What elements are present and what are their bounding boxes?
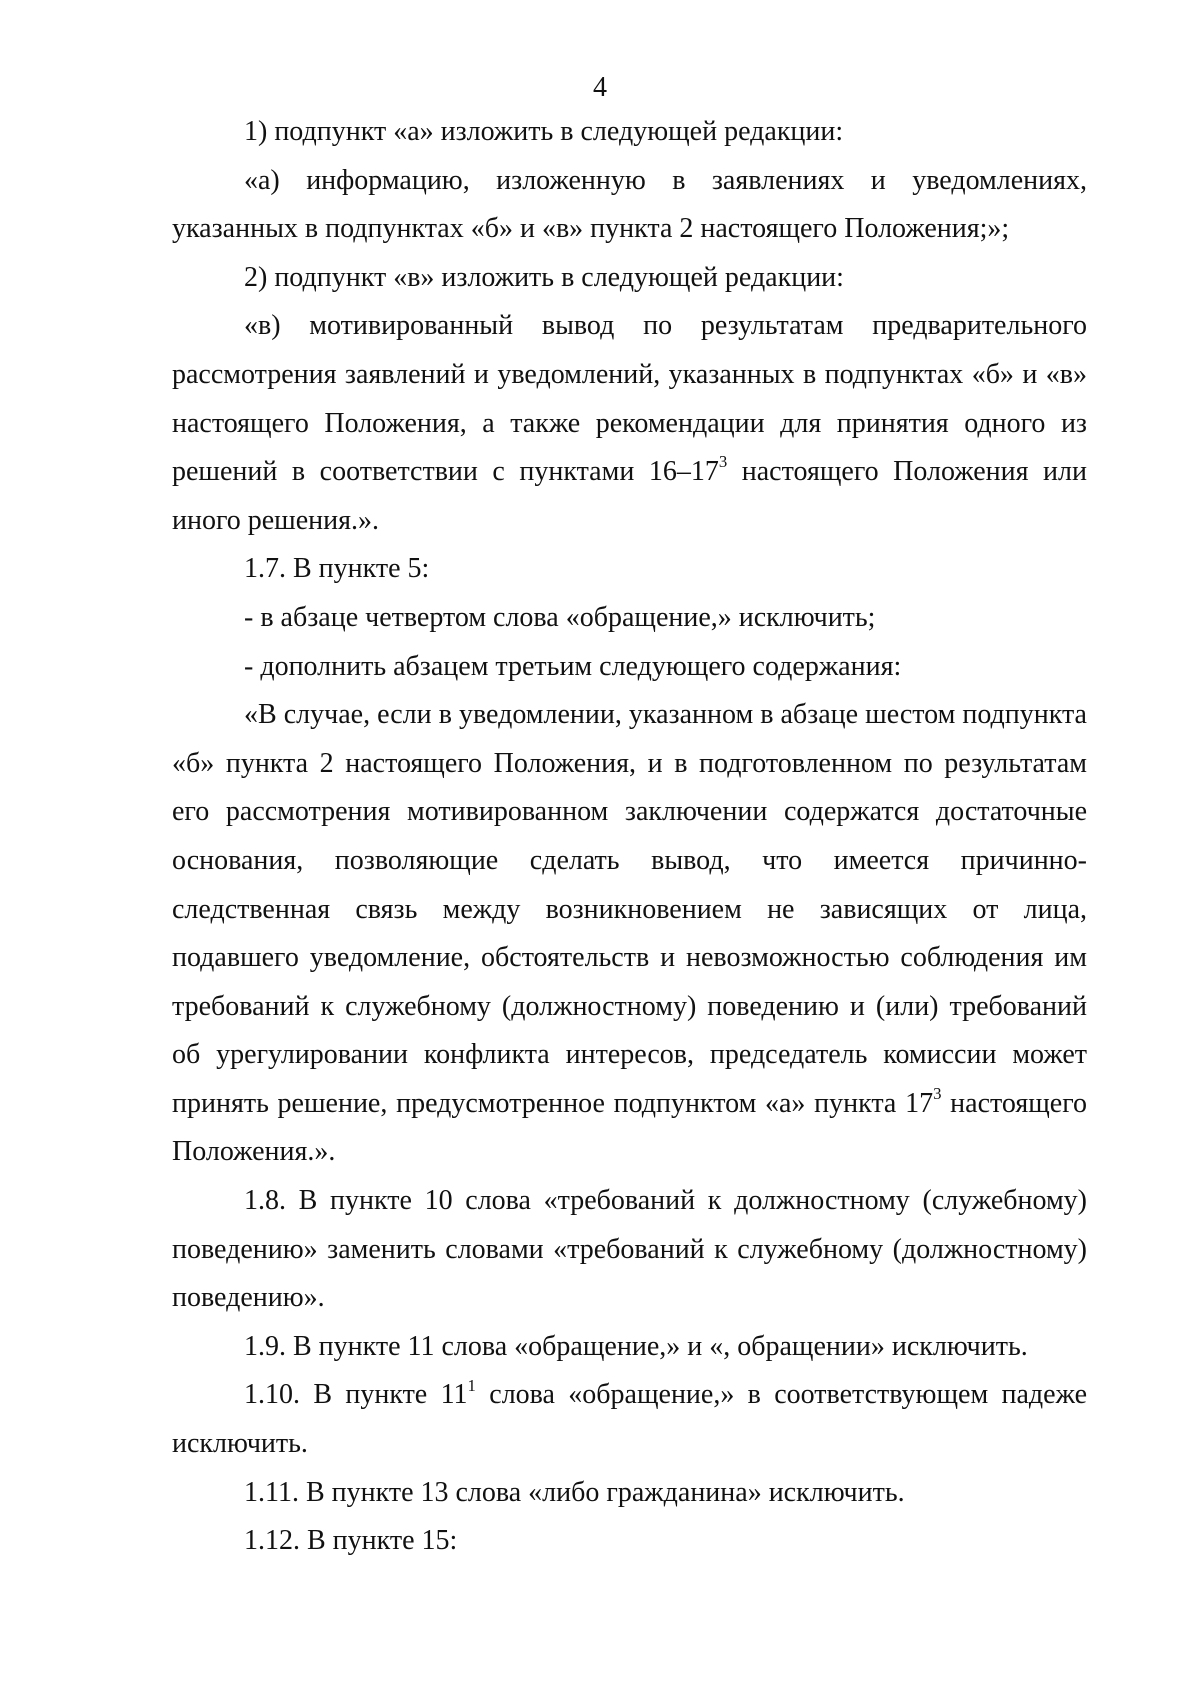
document-body <box>172 108 1087 1566</box>
paragraph-text: настоящего Положения.». <box>172 1087 1088 1168</box>
paragraph-item-1-10 <box>172 1371 1087 1468</box>
paragraph-text: слова «обращение,» в соответствующем падеже исключить. <box>172 1379 1087 1460</box>
paragraph-subpoint-v-intro: 2) подпункт «в» изложить в следующей редакции: <box>244 261 844 293</box>
paragraph-item-1-11: 1.11. В пункте 13 слова «либо гражданина» исключить. <box>244 1476 905 1508</box>
paragraph-subpoint-a-intro: 1) подпункт «а» изложить в следующей редакции: <box>244 116 844 147</box>
paragraph-item-1-7: 1.7. В пункте 5: <box>244 553 430 585</box>
paragraph-subpoint-a-text: «а) информацию, изложенную в заявлениях и уведомлениях, указанных в подпунктах «б» и «в» пункта 2 настоящего Положения;»; <box>172 164 1087 245</box>
paragraph-new-abzac-text <box>172 691 1087 1177</box>
paragraph-text: «в) мотивированный вывод по результатам предварительного рассмотрения заявлений и уведомлений, указанных в подпунктах «б» и «в» настоящего Положения, а также рекомендации для принятия одного из решений в соответствии с пунктами 16–17 <box>172 310 1087 488</box>
superscript: 1 <box>467 1375 476 1395</box>
paragraph-item-1-8: 1.8. В пункте 10 слова «требований к должностному (служебному) поведению» заменить словами «требований к служебному (должностному) поведению». <box>172 1185 1087 1314</box>
superscript: 3 <box>718 452 728 472</box>
paragraph-item-1-7-dash-2: - дополнить абзацем третьим следующего содержания: <box>244 650 902 682</box>
paragraph-item-1-9: 1.9. В пункте 11 слова «обращение,» и «, обращении» исключить. <box>244 1330 1028 1362</box>
paragraph-text: 1.10. В пункте 11 <box>244 1379 468 1411</box>
paragraph-text: «В случае, если в уведомлении, указанном в абзаце шестом подпункта «б» пункта 2 настоящего Положения, и в подготовленном по результатам его рассмотрения мотивированном заключении содержатся достаточные основания, позволяющие сделать вывод, что имеется причинно-следственная связь между возникновением не зависящих от лица, подавшего уведомление, обстоятельств и невозможностью соблюдения им требований к служебному (должностному) поведению и (или) требований об урегулировании конфликта интересов, председатель комиссии может принять решение, предусмотренное подпунктом «а» пункта 17 <box>172 699 1087 1119</box>
paragraph-subpoint-v-text <box>172 302 1087 545</box>
page-number: 4 <box>593 72 607 103</box>
paragraph-item-1-7-dash-1: - в абзаце четвертом слова «обращение,» исключить; <box>244 601 876 633</box>
paragraph-item-1-12: 1.12. В пункте 15: <box>244 1525 458 1557</box>
paragraph-text: настоящего Положения или иного решения.». <box>172 456 1087 536</box>
superscript: 3 <box>933 1084 942 1104</box>
